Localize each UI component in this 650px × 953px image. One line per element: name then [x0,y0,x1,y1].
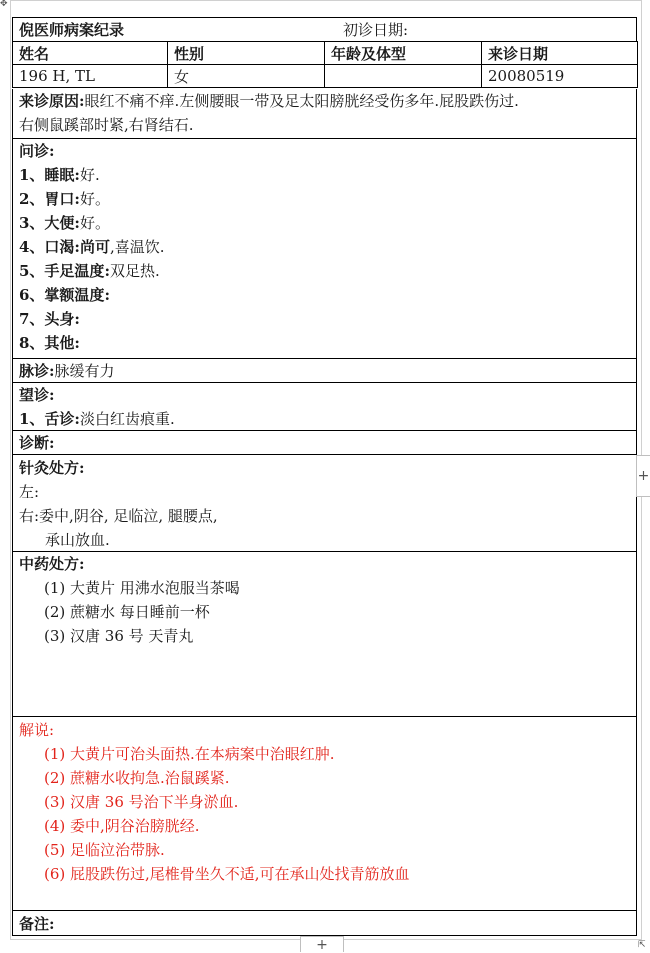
diagnosis-label: 诊断: [19,434,55,452]
table-move-handle-icon[interactable]: ✥ [0,0,8,9]
tongue-label: 1、舌诊: [19,410,80,428]
inquiry-item-sleep: 1、睡眠:好. [19,166,100,184]
reason-section[interactable] [12,89,637,139]
title-row [12,17,637,41]
visit-date-cell[interactable]: 20080519 [482,65,638,88]
herbal-item: (1) 大黄片 用沸水泡服当茶喝 [44,579,240,597]
add-row-button[interactable] [300,936,344,952]
inquiry-item-head-body: 7、头身: [19,310,80,328]
explanation-section[interactable] [12,717,637,911]
remarks-label: 备注: [19,915,55,933]
resize-corner-icon[interactable]: ⇱ [638,940,646,950]
pulse-section[interactable] [12,359,637,383]
explanation-item: (2) 蔗糖水收拘急.治鼠蹊紧. [44,769,230,787]
inquiry-section[interactable] [12,139,637,359]
pulse-value: 脉缓有力 [54,362,115,380]
acupuncture-label: 针灸处方: [19,459,85,477]
inquiry-item-other: 8、其他: [19,334,80,352]
patient-gender-cell[interactable]: 女 [168,65,325,88]
remarks-section[interactable] [12,911,637,936]
acupuncture-section[interactable] [12,455,637,552]
inquiry-item-limb-temp: 5、手足温度:双足热. [19,262,160,280]
add-column-button[interactable] [636,455,650,497]
explanation-item: (4) 委中,阴谷治膀胱经. [44,817,200,835]
inquiry-item-thirst: 4、口渴:尚可,喜温饮. [19,238,165,256]
pulse-label: 脉诊: [19,362,55,380]
column-header-name: 姓名 [13,42,168,65]
herbal-section[interactable] [12,552,637,717]
column-header-age-build: 年龄及体型 [325,42,482,65]
plus-icon: + [637,468,650,484]
acupuncture-right-continued: 承山放血. [45,531,110,549]
herbal-label: 中药处方: [19,555,85,573]
observation-label: 望诊: [19,386,55,404]
herbal-item: (3) 汉唐 36 号 天青丸 [44,627,194,645]
column-header-visit-date: 来诊日期 [482,42,638,65]
inquiry-item-stool: 3、大便:好。 [19,214,110,232]
acupuncture-left: 左: [19,483,40,501]
page-title: 倪医师病案纪录 [19,21,125,39]
patient-name-cell[interactable]: 196 H, TL [13,65,168,88]
explanation-item: (6) 屁股跌伤过,尾椎骨坐久不适,可在承山处找青筋放血 [44,865,410,883]
patient-age-build-cell[interactable] [325,65,482,88]
explanation-item: (1) 大黄片可治头面热.在本病案中治眼红肿. [44,745,335,763]
inquiry-label: 问诊: [19,142,55,160]
patient-info-table [12,41,638,88]
column-header-gender: 性别 [168,42,325,65]
reason-label: 来诊原因: [19,92,85,110]
explanation-item: (3) 汉唐 36 号治下半身淤血. [44,793,239,811]
first-visit-date-label: 初诊日期: [343,21,409,39]
observation-section[interactable] [12,383,637,431]
diagnosis-section[interactable] [12,431,637,455]
herbal-item: (2) 蔗糖水 每日睡前一杯 [44,603,210,621]
inquiry-item-appetite: 2、胃口:好。 [19,190,110,208]
acupuncture-right: 右:委中,阴谷, 足临泣, 腿腰点, [19,507,218,525]
reason-text-line2: 右侧鼠蹊部时紧,右肾结石. [19,116,194,134]
explanation-item: (5) 足临泣治带脉. [44,841,165,859]
reason-text-line1: 眼红不痛不痒.左侧腰眼一带及足太阳膀胱经受伤多年.屁股跌伤过. [84,92,519,110]
explanation-label: 解说: [19,721,55,739]
tongue-value: 淡白红齿痕重. [79,410,175,428]
inquiry-item-palm-temp: 6、掌额温度: [19,286,110,304]
plus-icon: + [316,936,328,953]
